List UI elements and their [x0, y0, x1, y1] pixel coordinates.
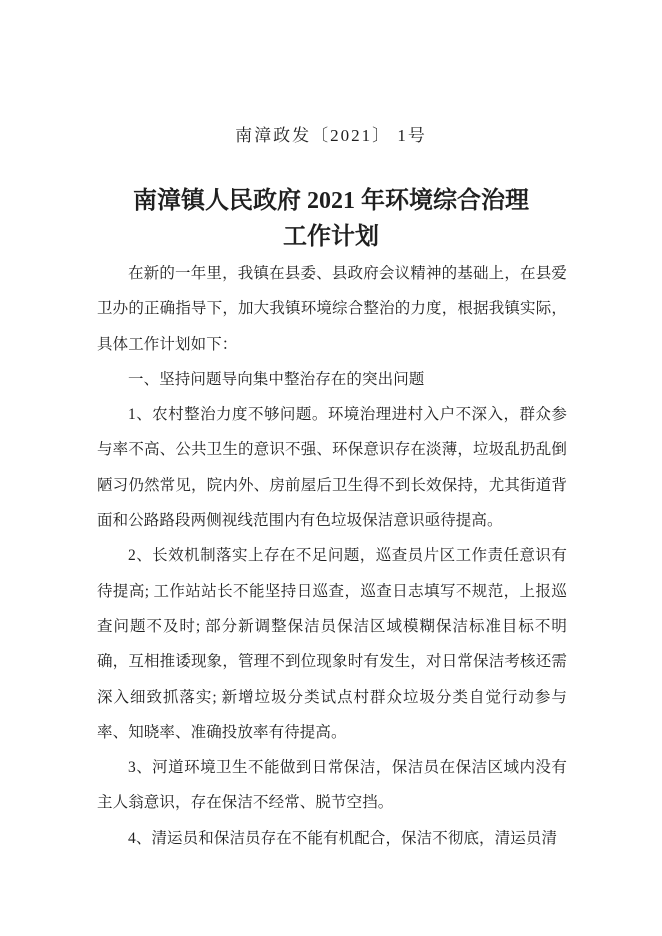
paragraph-item-1: 1、农村整治力度不够问题。环境治理进村入户不深入，群众参与率不高、公共卫生的意识不强、环保意识存在淡薄，垃圾乱扔乱倒陋习仍然常见，院内外、房前屋后卫生得不到长效保持，尤其街道背面和公路路段两侧视线范围内有色垃圾保洁意识亟待提高。 [97, 406, 567, 530]
document-title [0, 183, 662, 255]
doc-number: 南漳政发〔2021〕 1号 [235, 126, 427, 145]
paragraph-item-3: 3、河道环境卫生不能做到日常保洁，保洁员在保洁区域内没有主人翁意识，存在保洁不经常、脱节空挡。 [97, 759, 567, 812]
paragraph-item-2: 2、长效机制落实上存在不足问题，巡查员片区工作责任意识有待提高; 工作站站长不能坚持日巡查，巡查日志填写不规范，上报巡查问题不及时; 部分新调整保洁员保洁区域模糊保洁标准目标不明确，互相推诿现象，管理不到位现象时有发生，对日常保洁考核还需深入细致抓落实; 新增垃圾分类试点村群众垃圾分类自觉行动参与率、知晓率、准确投放率有待提高。 [97, 547, 567, 741]
document-title-line-1: 南漳镇人民政府 2021 年环境综合治理 [133, 188, 529, 214]
document-body [97, 256, 567, 856]
section-heading: 一、坚持问题导向集中整治存在的突出问题 [128, 370, 425, 388]
paragraph-item-4-truncated: 4、清运员和保洁员存在不能有机配合，保洁不彻底，清运员清 [128, 829, 558, 847]
document-title-line-2: 工作计划 [283, 224, 379, 250]
paragraph-intro: 在新的一年里，我镇在县委、县政府会议精神的基础上，在县爱卫办的正确指导下，加大我镇环境综合整治的力度，根据我镇实际，具体工作计划如下： [97, 265, 567, 353]
